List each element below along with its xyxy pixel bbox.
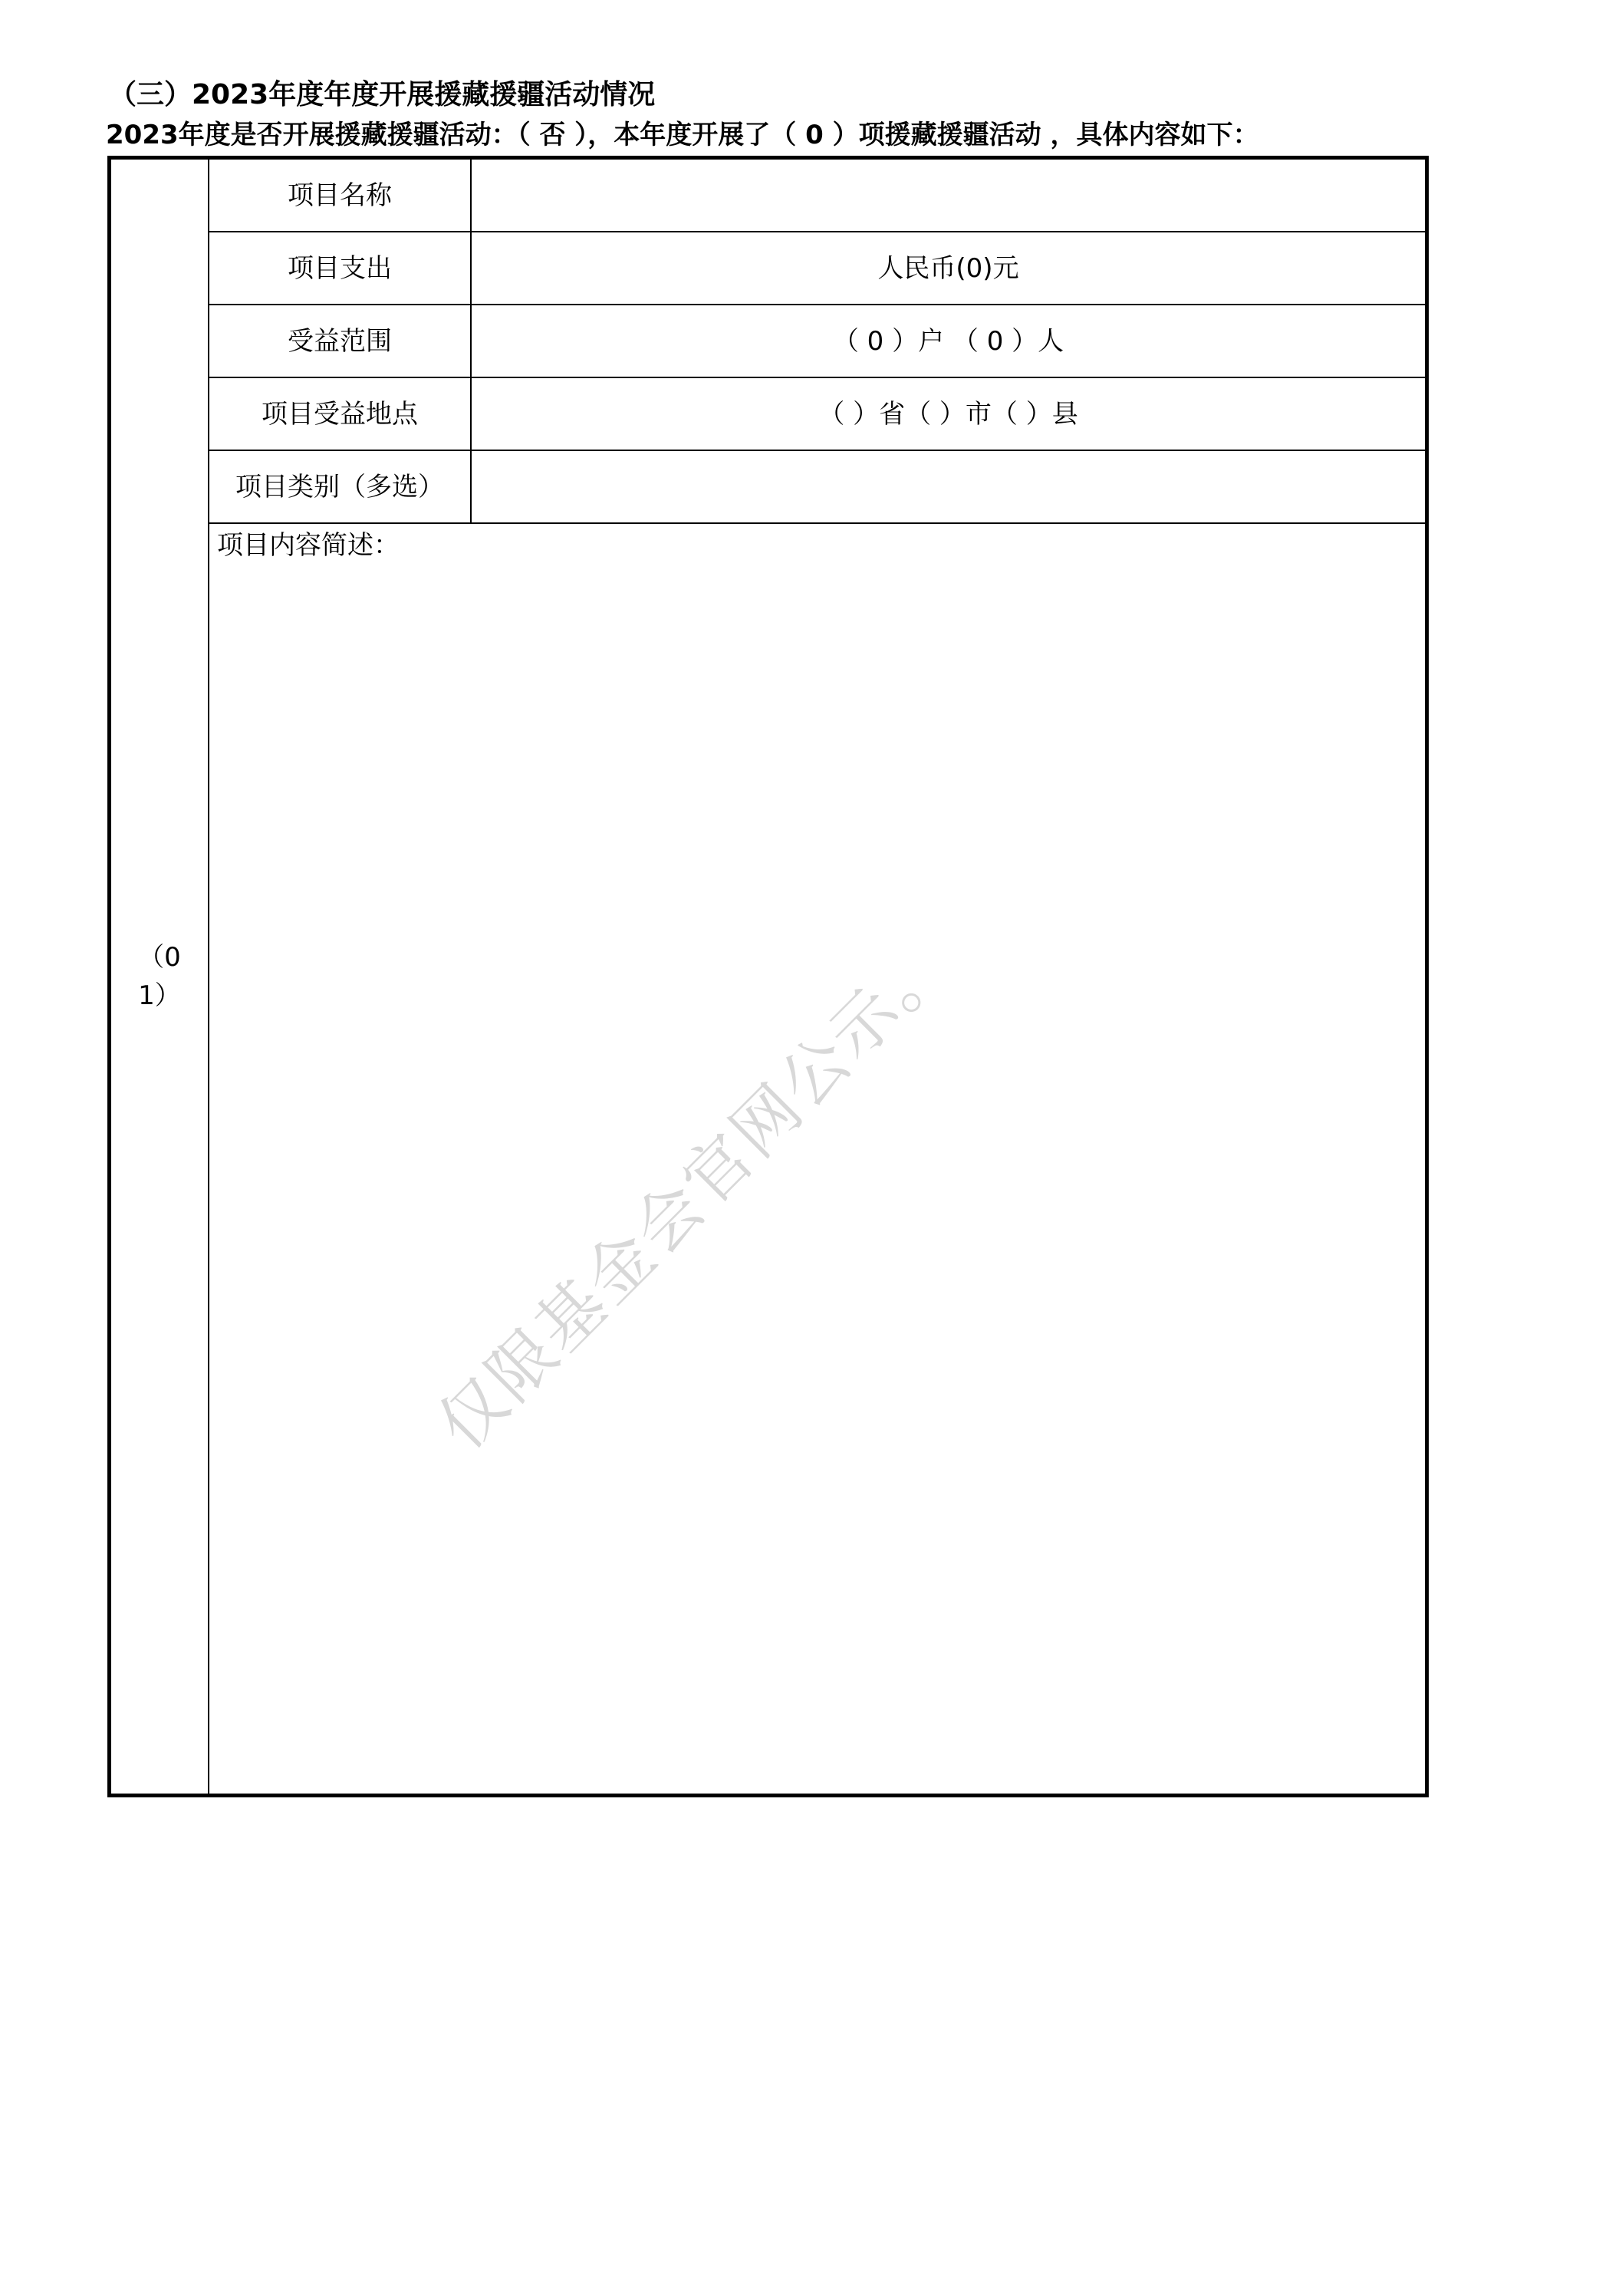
section-heading: （三）2023年度年度开展援藏援疆活动情况 xyxy=(109,79,656,110)
table-row xyxy=(110,305,1427,377)
field-label-project-category: 项目类别（多选） xyxy=(209,450,471,523)
field-value-project-expense: 人民币(0)元 xyxy=(471,232,1427,305)
project-index-cell xyxy=(110,158,209,1796)
field-label-beneficiary-location: 项目受益地点 xyxy=(209,377,471,450)
project-description-label: 项目内容简述： xyxy=(217,530,400,561)
aid-project-table xyxy=(107,156,1429,1797)
table-row xyxy=(110,232,1427,305)
watermark: 仅限基金会官网公示。 xyxy=(423,922,966,1465)
field-label-project-expense: 项目支出 xyxy=(209,232,471,305)
activity-summary: 2023年度是否开展援藏援疆活动：（ 否 ），本年度开展了（ 0 ）项援藏援疆活动 ，具体内容如下： xyxy=(106,120,1259,150)
field-value-beneficiary-scope: （ 0 ）户 （ 0 ）人 xyxy=(471,305,1427,377)
field-value-project-name xyxy=(471,158,1427,232)
project-index: （01） xyxy=(138,942,181,1011)
field-value-beneficiary-location: （ ）省（ ）市（ ）县 xyxy=(471,377,1427,450)
field-label-project-name: 项目名称 xyxy=(209,158,471,232)
table-row xyxy=(110,377,1427,450)
field-value-project-category xyxy=(471,450,1427,523)
field-label-beneficiary-scope: 受益范围 xyxy=(209,305,471,377)
table-row xyxy=(110,450,1427,523)
project-description-cell xyxy=(209,523,1427,1796)
table-row xyxy=(110,158,1427,232)
